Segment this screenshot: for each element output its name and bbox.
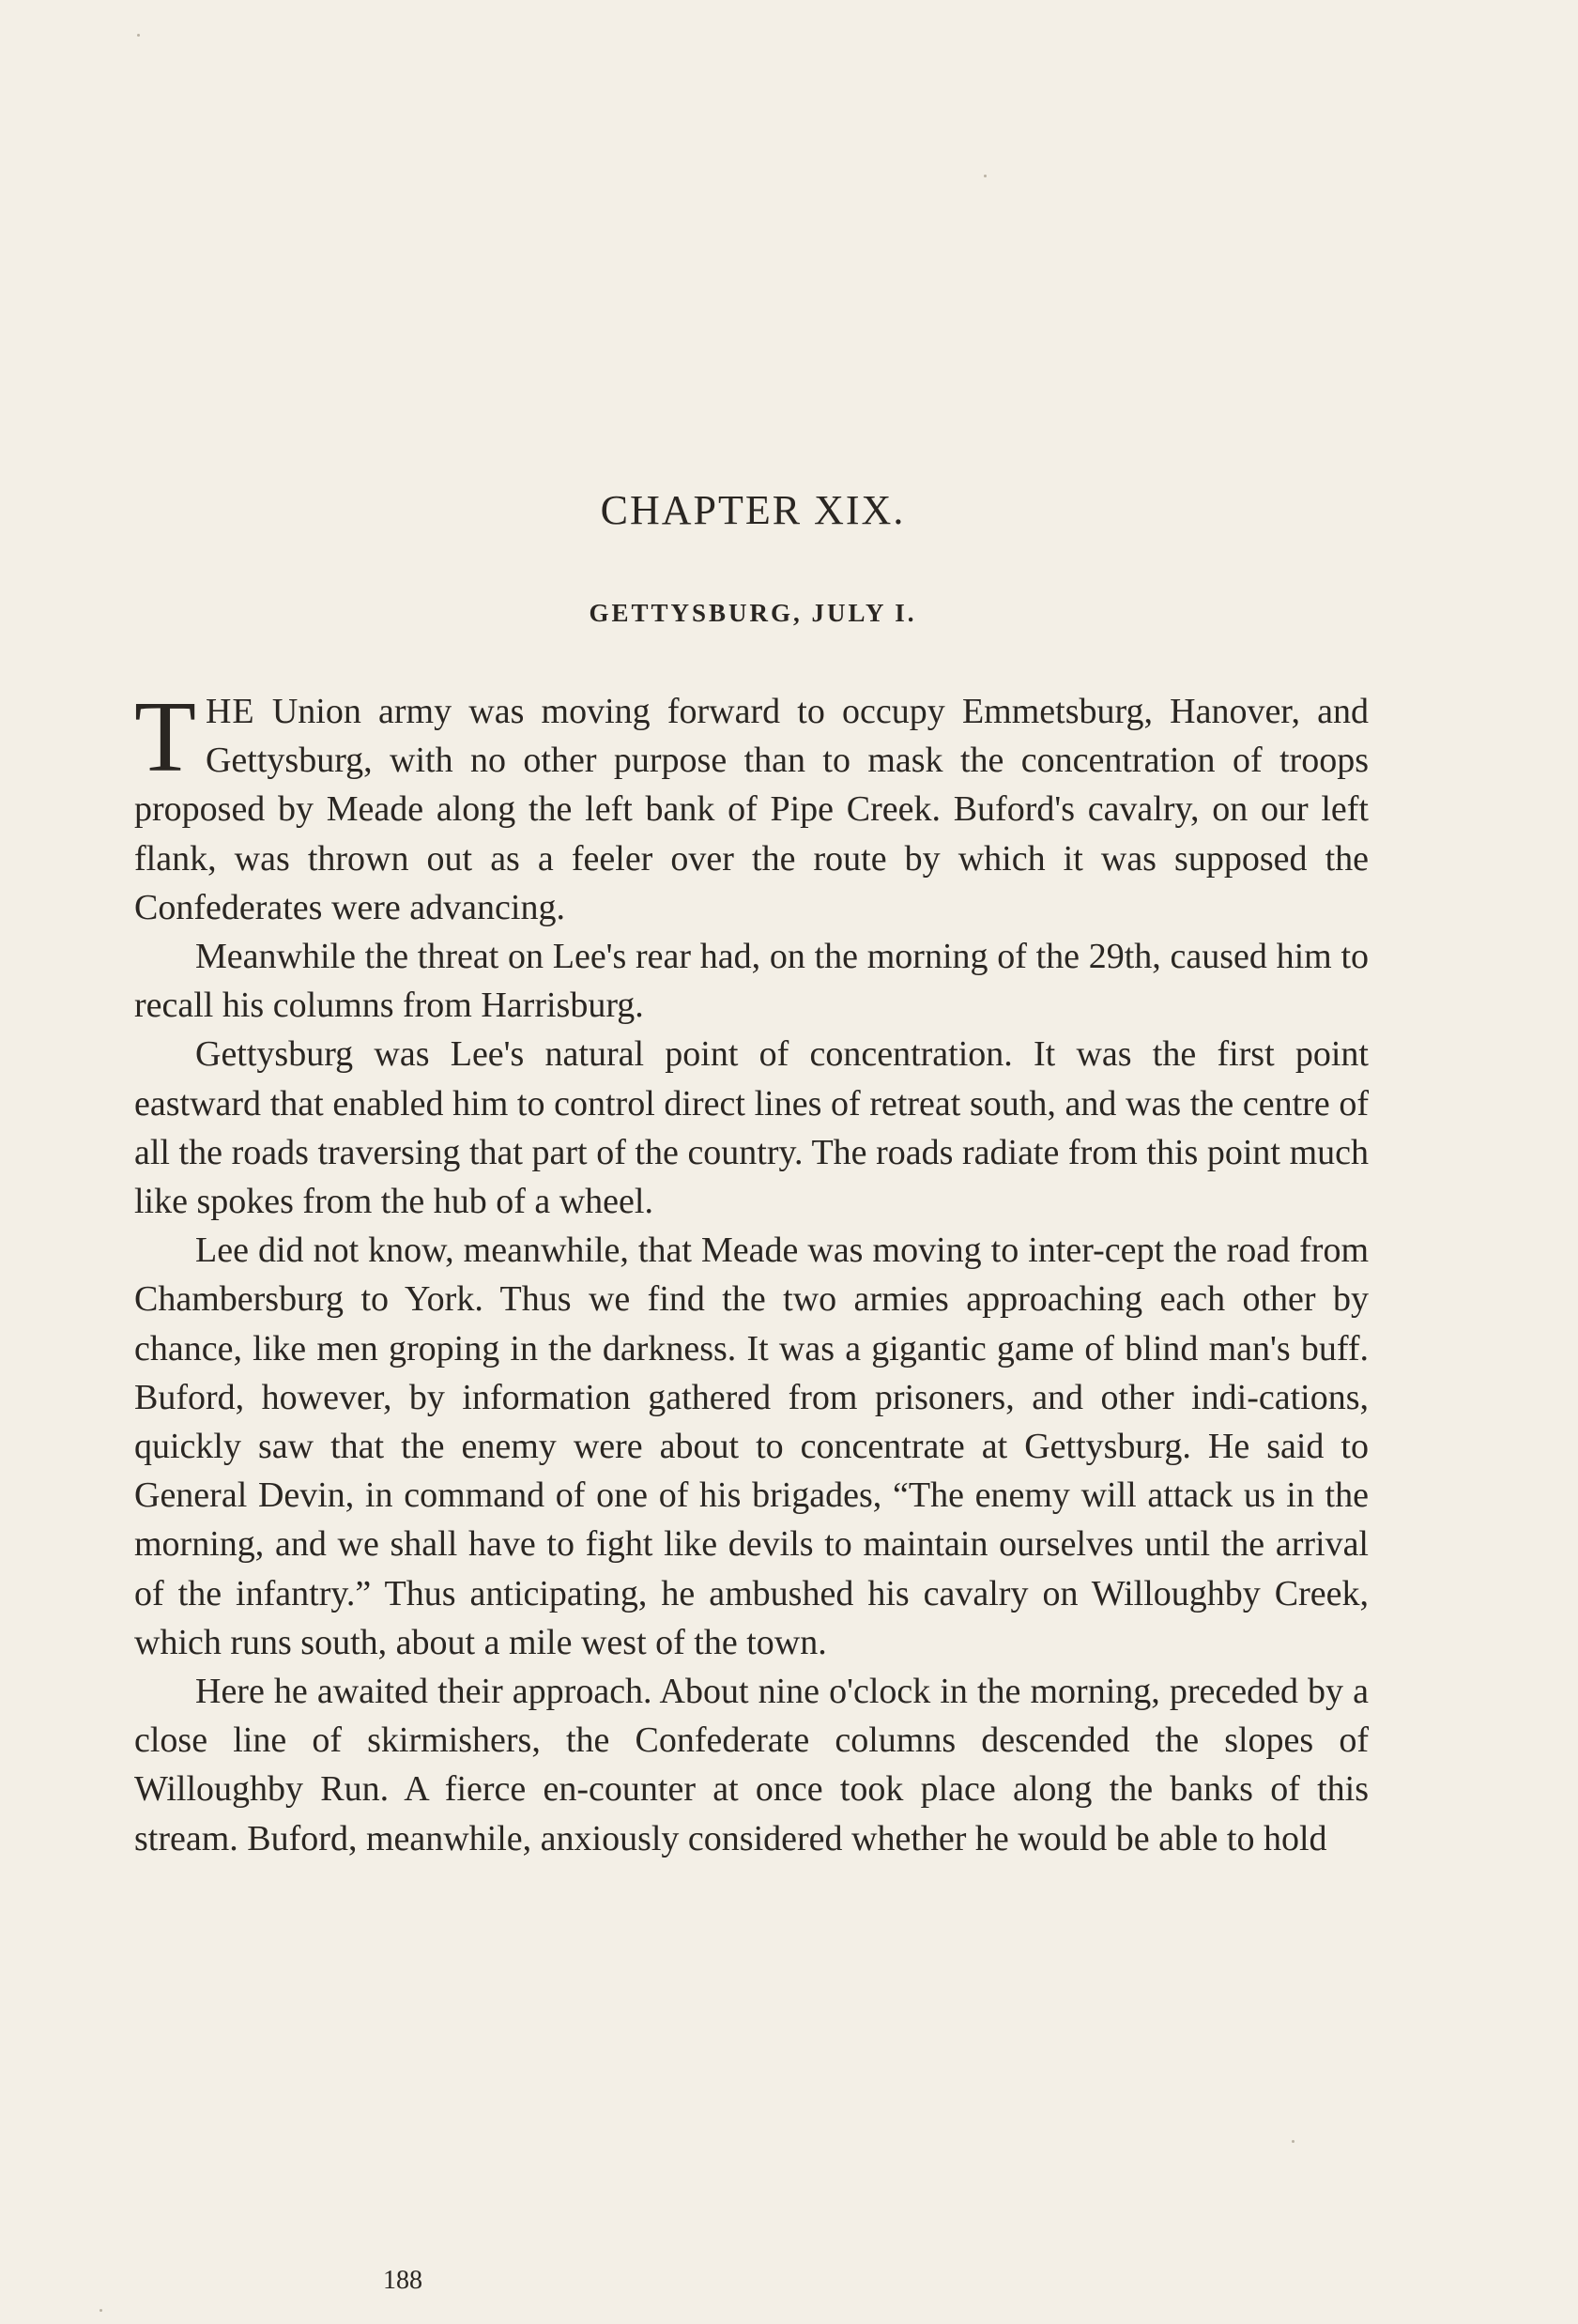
paper-speck — [100, 2309, 102, 2312]
paper-speck — [1292, 2140, 1295, 2143]
paragraph-4: Lee did not know, meanwhile, that Meade was moving to inter-cept the road from Chambersburg to York. Thus we find the two armies approaching each other by chance, like men groping in the darkness. It was a gigantic game of blind man's buff. Buford, however, by information gathered from prisoners, and other indi-cations, quickly saw that the enemy were about to concentrate at Gettysburg. He said to General Devin, in command of one of his brigades, “The enemy will attack us in the morning, and we shall have to fight like devils to maintain ourselves until the arrival of the infantry.” Thus anticipating, he ambushed his cavalry on Willoughby Creek, which runs south, about a mile west of the town. — [134, 1231, 1369, 1662]
paper-speck — [137, 34, 140, 37]
paragraph-5: Here he awaited their approach. About nine o'clock in the morning, preceded by a close line of skirmishers, the Confederate columns descended the slopes of Willoughby Run. A fierce en-counter at once took place along the banks of this stream. Buford, meanwhile, anxiously considered whether he would be able to hold — [134, 1672, 1369, 1858]
paragraph-3: Gettysburg was Lee's natural point of concentration. It was the first point eastward that enabled him to control direct lines of retreat south, and was the centre of all the roads traversing that part of the country. The roads radiate from this point much like spokes from the hub of a wheel. — [134, 1034, 1369, 1222]
paragraph-1 — [134, 681, 1369, 932]
lead-word: HE — [205, 692, 255, 731]
paragraph-1-text: Union army was moving forward to occupy Emmetsburg, Hanover, and Gettysburg, with no other purpose than to mask the concentration of troops proposed by Meade along the left bank of Pipe Creek. Buford's cavalry, on our left flank, was thrown out as a feeler over the route by which it was supposed the Confederates were advancing. — [134, 692, 1369, 927]
page-number: 188 — [383, 2266, 422, 2295]
paper-speck — [984, 175, 987, 177]
chapter-body — [134, 681, 1369, 1863]
chapter-subtitle: GETTYSBURG, JULY I. — [589, 599, 917, 627]
paragraph-2: Meanwhile the threat on Lee's rear had, on the morning of the 29th, caused him to recall his columns from Harrisburg. — [134, 937, 1369, 1026]
drop-cap: T — [134, 681, 196, 793]
chapter-title: CHAPTER XIX. — [600, 487, 906, 533]
